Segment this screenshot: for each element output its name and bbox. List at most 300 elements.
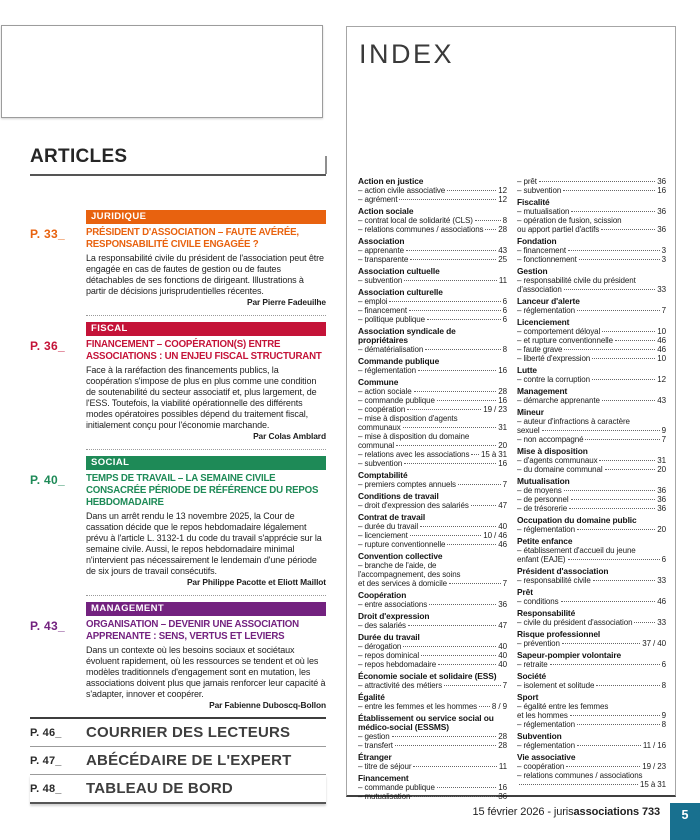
dot-leader [396,445,496,446]
index-page-ref: 47 [498,501,507,510]
dot-leader [412,796,496,797]
dot-leader [519,784,638,785]
index-term: Sport [517,692,539,702]
index-entry-line: – responsabilité civile du président [517,276,636,285]
index-entry-label: – de trésorerie [517,504,568,513]
index-entry-label: – transfert [358,741,393,750]
index-page-ref: 16 [657,186,666,195]
index-page-ref: 9 [661,711,666,720]
article-title-line: CONSACRÉE PÉRIODE DE RÉFÉRENCE DU REPOS [86,485,319,496]
index-entry-label: – civile du président d'association [517,618,633,627]
dot-leader [392,736,497,737]
index-page-ref: 28 [498,387,507,396]
index-entry-label: – relations avec les associations [358,450,470,459]
index-entry-label: – repos hebdomadaire [358,660,437,669]
index-page-ref: 36 [657,207,666,216]
dot-leader [471,454,479,455]
category-banner: FISCAL [86,322,326,336]
article-title [86,619,326,643]
page-number-badge: 5 [670,803,700,840]
index-entry-label: – agrément [358,195,398,204]
index-page-ref: 31 [498,423,507,432]
index-group [358,693,507,711]
index-term: Mineur [517,407,544,417]
index-entry-label: – politique publique [358,315,425,324]
index-page-ref: 43 [498,246,507,255]
index-group [517,651,666,669]
index-entry [517,762,666,771]
index-group [358,237,507,264]
index-term: Occupation du domaine public [517,515,637,525]
index-entry-label: – entre associations [358,600,428,609]
index-entry-label: – financement [358,306,407,315]
index-entry-label: – non accompagné [517,435,584,444]
cover-image-box [1,25,323,118]
index-page-ref: 36 [657,495,666,504]
index-entry [517,186,666,195]
dot-leader [425,349,500,350]
dot-leader [447,544,496,545]
article-title-line: HEBDOMADAIRE [86,497,164,508]
index-entry-label: – subvention [358,459,403,468]
index-entry-label: – action civile associative [358,186,446,195]
index-page-ref: 6 [661,660,666,669]
index-entry-label: – conditions [517,597,559,606]
index-page-ref: 3 [661,255,666,264]
index-page-ref: 12 [498,195,507,204]
index-entry [517,177,666,186]
index-entry-label: – réglementation [517,741,575,750]
index-entry-label: – commande publique [358,396,435,405]
index-term: Financement [358,773,409,783]
index-entry-label: – du domaine communal [517,465,603,474]
index-entry [358,423,507,432]
index-entry-label: enfant (EAJE) [517,555,566,564]
dot-leader [421,655,496,656]
index-term: Action en justice [358,176,424,186]
article-title [86,473,326,509]
index-term: Prêt [517,587,533,597]
index-title: INDEX [359,39,455,69]
dot-leader [566,766,640,767]
index-entry [358,621,507,630]
dot-leader [599,460,655,461]
index-page-ref: 47 [498,621,507,630]
index-group [358,207,507,234]
index-term: Fiscalité [517,197,550,207]
index-entry-label: – réglementation [517,720,575,729]
article-author: Par Colas Amblard [253,431,326,441]
index-entry-line: l'accompagnement, des soins [358,570,461,579]
articles-heading: ARTICLES [30,146,128,167]
index-entry-label: – liberté d'expression [517,354,591,363]
index-page-ref: 12 [498,186,507,195]
index-group [358,513,507,549]
index-entry [358,702,507,711]
index-term: Association [358,236,405,246]
article-summary: Dans un contexte où les besoins sociaux et sociétaux évoluent rapidement, où les ressources se tendent et où les modèles traditionnels d'engagement sont en mutation, les associations doivent plus que jamais renforcer leur capacité à s'adapter, innover et coopérer. Par Fabienne Duboscq-Bollon [86,645,326,710]
dot-leader [437,400,496,401]
category-banner: JURIDIQUE [86,210,326,224]
index-group [358,471,507,489]
dot-leader [420,526,496,527]
index-page-ref: 31 [657,456,666,465]
index-entry-label: – fonctionnement [517,255,577,264]
index-term: Association culturelle [358,287,443,297]
index-entry-label: – mutualisation [517,207,570,216]
index-group [358,492,507,510]
index-entry [358,276,507,285]
index-entry [358,783,507,792]
index-group [517,567,666,585]
index-page-ref: 6 [502,297,507,306]
dot-leader [403,646,496,647]
index-page-ref: 10 / 46 [483,531,507,540]
article-title-line: ORGANISATION – DEVENIR UNE ASSOCIATION [86,619,299,630]
index-entry [517,306,666,315]
index-page-ref: 20 [657,525,666,534]
index-entry [517,396,666,405]
index-group [517,267,666,294]
dot-leader [577,310,660,311]
index-term: Responsabilité [517,608,576,618]
index-page-ref: 7 [502,579,507,588]
index-group [517,387,666,405]
index-entry [358,405,507,414]
index-group [358,177,507,204]
index-term: Président d'association [517,566,609,576]
index-group [358,591,507,609]
dot-leader [577,724,660,725]
index-group [358,378,507,468]
index-entry-label: – premiers comptes annuels [358,480,456,489]
index-page-ref: 28 [498,741,507,750]
index-entry-label: d'association [517,285,562,294]
dot-leader [570,715,660,716]
index-entry [358,792,507,801]
index-term: Société [517,671,547,681]
index-entry [517,495,666,504]
index-entry-line: – opération de fusion, scission [517,216,622,225]
index-page-ref: 6 [502,315,507,324]
index-term: Gestion [517,266,548,276]
index-entry [358,396,507,405]
article-title-line: ASSOCIATIONS : UN ENJEU FISCAL STRUCTURANT [86,351,322,362]
index-page-ref: 10 [657,354,666,363]
index-entry [517,426,666,435]
dot-leader [579,259,660,260]
rubric-title: ABÉCÉDAIRE DE L'EXPERT [86,752,292,769]
dot-leader [410,259,496,260]
index-entry-label: – d'agents communaux [517,456,598,465]
index-entry [358,255,507,264]
index-entry [517,576,666,585]
article-title-line: APPRENANTE : SENS, VERTUS ET LEVIERS [86,631,285,642]
article-author: Par Pierre Fadeuilhe [247,297,326,307]
article-title-line: FINANCEMENT – COOPÉRATION(S) ENTRE [86,339,281,350]
index-page-ref: 36 [498,600,507,609]
index-entry [358,195,507,204]
dot-leader [475,220,501,221]
article-author: Par Fabienne Duboscq-Bollon [209,700,326,710]
index-term: Droit d'expression [358,611,430,621]
index-term: Comptabilité [358,470,408,480]
footer-brand-light: juris [553,806,574,818]
index-entry-label: – de personnel [517,495,569,504]
article-page-ref: P. 33_ [30,227,65,241]
index-page-ref: 28 [498,732,507,741]
dot-leader [561,601,656,602]
index-entry-label: – rupture conventionnelle [358,540,446,549]
index-entry [358,579,507,588]
article-content [86,456,326,588]
dot-leader [399,199,496,200]
index-page-ref: 36 [657,225,666,234]
dot-leader [605,469,656,470]
index-page-ref: 8 [661,681,666,690]
article-content [86,602,326,711]
index-entry [358,306,507,315]
index-entry [517,375,666,384]
dot-leader [406,250,496,251]
index-page-ref: 10 [657,327,666,336]
index-entry [358,186,507,195]
article-summary: Face à la raréfaction des financements publics, la coopération s'impose de plus en plus comme une condition de soutenabilité du secteur associatif et, plus largement, de l'ESS. Toutefois, la viabilité opérationnelle des différents modes opératoires possibles dépend du traitement fiscal, initialement conçu pour l'économie marchande. Par Colas Amblard [86,365,326,441]
index-entry-label: – commande publique [358,783,435,792]
index-entry-label: – emploi [358,297,388,306]
dot-leader [550,664,660,665]
article-fiscal [30,322,326,442]
index-entry-line: – mise à disposition du domaine [358,432,470,441]
index-entry-label: – repos dominical [358,651,419,660]
index-term: Petite enfance [517,536,573,546]
articles-list [30,210,326,711]
index-entry [358,450,507,459]
index-entry-label: – dématérialisation [358,345,424,354]
index-entry-label: – financement [517,246,566,255]
index-entry-label: – relations communes / associations [358,225,484,234]
index-group [517,237,666,264]
index-entry-label: – coopération [517,762,565,771]
index-entry-label: communal [358,441,395,450]
index-page-ref: 20 [657,465,666,474]
rubric-page-ref: P. 47_ [30,754,62,767]
index-entry-label: – et rupture conventionnelle [517,336,613,345]
index-term: Action sociale [358,206,414,216]
dot-leader [593,580,656,581]
index-group [358,267,507,285]
index-page-ref: 46 [498,540,507,549]
index-columns [358,176,666,801]
index-term: Durée du travail [358,632,420,642]
index-term: Fondation [517,236,557,246]
category-banner: SOCIAL [86,456,326,470]
index-page-ref: 40 [498,642,507,651]
index-page-ref: 33 [657,576,666,585]
index-term: Lutte [517,365,537,375]
index-term: Risque professionnel [517,629,601,639]
dot-leader [414,391,497,392]
index-entry-label: – apprenante [358,246,404,255]
dot-leader [564,289,656,290]
dot-leader [409,310,501,311]
index-group [358,753,507,771]
dotted-divider [86,595,326,596]
footer-issue-line [473,806,661,818]
dot-leader [539,181,655,182]
index-group [517,366,666,384]
article-social [30,456,326,588]
index-entry [358,225,507,234]
index-page-ref: 33 [657,285,666,294]
index-entry [517,504,666,513]
index-page-ref: 15 à 31 [481,450,507,459]
dot-leader [568,250,660,251]
index-entry-label: – entre les femmes et les hommes [358,702,478,711]
index-entry [358,732,507,741]
article-summary: Dans un arrêt rendu le 13 novembre 2025, la Cour de cassation décide que le repos hebdomadaire légalement prévu à l'article L. 3132-1 du code du travail s'apprécie sur la semaine civile. Aussi, le repos hebdomadaire minimal n'intervient pas nécessairement le lendemain d'une période de six jours de travail consécutifs. Par Philippe Pacotte et Eliott Maillot [86,511,326,587]
index-entry-label: – transparente [358,255,409,264]
index-term: Économie sociale et solidaire (ESS) [358,671,497,681]
index-term: Commande publique [358,356,440,366]
index-term: Association cultuelle [358,266,440,276]
index-entry-label: – des salariés [358,621,406,630]
index-entry-label: communaux [358,423,401,432]
dot-leader [438,664,496,665]
index-entry [358,387,507,396]
articles-rule [30,174,326,176]
index-page-ref: 8 / 9 [491,702,507,711]
index-group [517,609,666,627]
index-page-ref: 8 [502,216,507,225]
index-entry [517,525,666,534]
index-entry [517,741,666,750]
index-page-ref: 40 [498,660,507,669]
dot-leader [407,409,481,410]
index-page-ref: 7 [661,435,666,444]
index-page-ref: 16 [498,783,507,792]
index-entry-line: – relations communes / associations [517,771,643,780]
index-page-ref: 7 [502,681,507,690]
index-entry [517,486,666,495]
index-group [517,177,666,195]
index-entry [358,660,507,669]
index-page-ref: 36 [498,792,507,801]
index-entry-label: – comportement déloyal [517,327,601,336]
index-entry [517,618,666,627]
index-page-ref: 3 [661,246,666,255]
index-term: Étranger [358,752,392,762]
index-entry [517,336,666,345]
index-page-ref: 36 [657,177,666,186]
index-page-ref: 16 [498,459,507,468]
index-entry [358,345,507,354]
article-summary: La responsabilité civile du président de l'association peut être engagée en cas de fautes de gestion ou de fautes détachables de ses fonctions de dirigeant. Illustrations à partir de décisions jurisprudentielles récentes. Par Pierre Fadeuilhe [86,253,326,307]
dot-leader [447,190,496,191]
index-term: Mise à disposition [517,446,588,456]
index-entry-line: – branche de l'aide, de [358,561,437,570]
index-entry [517,639,666,648]
index-entry [358,459,507,468]
index-entry-label: et les hommes [517,711,568,720]
index-entry [517,660,666,669]
article-author: Par Philippe Pacotte et Eliott Maillot [186,577,326,587]
index-entry [358,522,507,531]
index-page-ref: 28 [498,225,507,234]
index-entry [358,741,507,750]
article-title-line: PRÉSIDENT D'ASSOCIATION – FAUTE AVÉRÉE, [86,227,299,238]
index-group [517,630,666,648]
dot-leader [471,505,497,506]
index-page-ref: 37 / 40 [642,639,666,648]
index-term: Contrat de travail [358,512,426,522]
index-entry-label: – démarche apprenante [517,396,600,405]
index-term: Commune [358,377,399,387]
article-title [86,227,326,251]
index-term: Subvention [517,731,562,741]
index-entry-label: – responsabilité civile [517,576,591,585]
index-group [517,672,666,690]
dot-leader [444,685,501,686]
index-entry [517,597,666,606]
rubric-row [30,719,326,747]
footer-brand-bold: associations [573,806,639,818]
dot-leader [404,280,497,281]
dot-leader [389,301,500,302]
rubric-rows [30,717,326,804]
index-group [358,327,507,354]
rubric-title: TABLEAU DE BORD [86,780,233,797]
article-title-line: RESPONSABILITÉ CIVILE ENGAGÉE ? [86,239,259,250]
index-entry [517,555,666,564]
index-term: Sapeur-pompier volontaire [517,650,622,660]
dot-leader [418,370,496,371]
dot-leader [458,484,501,485]
dot-leader [408,625,496,626]
index-entry-label: – isolement et solitude [517,681,595,690]
dot-leader [569,508,655,509]
article-page-ref: P. 36_ [30,339,65,353]
index-page-ref: 20 [498,441,507,450]
rubric-row [30,775,326,804]
index-entry [517,354,666,363]
index-entry-label: – durée du travail [358,522,419,531]
index-page-ref: 16 [498,366,507,375]
index-page-ref: 25 [498,255,507,264]
index-group [517,477,666,513]
index-entry-line: – auteur d'infractions à caractère [517,417,630,426]
index-column [358,176,507,801]
index-term: Lanceur d'alerte [517,296,580,306]
index-entry-label: – réglementation [517,306,575,315]
dot-leader [634,622,655,623]
index-page-ref: 46 [657,597,666,606]
index-group [517,753,666,789]
index-group [517,537,666,564]
dot-leader [601,229,655,230]
index-page-ref: 40 [498,522,507,531]
dot-leader [577,745,641,746]
index-page-ref: 15 à 31 [640,780,666,789]
dot-leader [596,685,659,686]
dotted-divider [86,449,326,450]
index-entry [358,642,507,651]
index-term: Convention collective [358,551,443,561]
index-entry-label: – attractivité des métiers [358,681,443,690]
index-page-ref: 7 [502,480,507,489]
index-entry-label: sexuel [517,426,540,435]
dot-leader [395,745,496,746]
